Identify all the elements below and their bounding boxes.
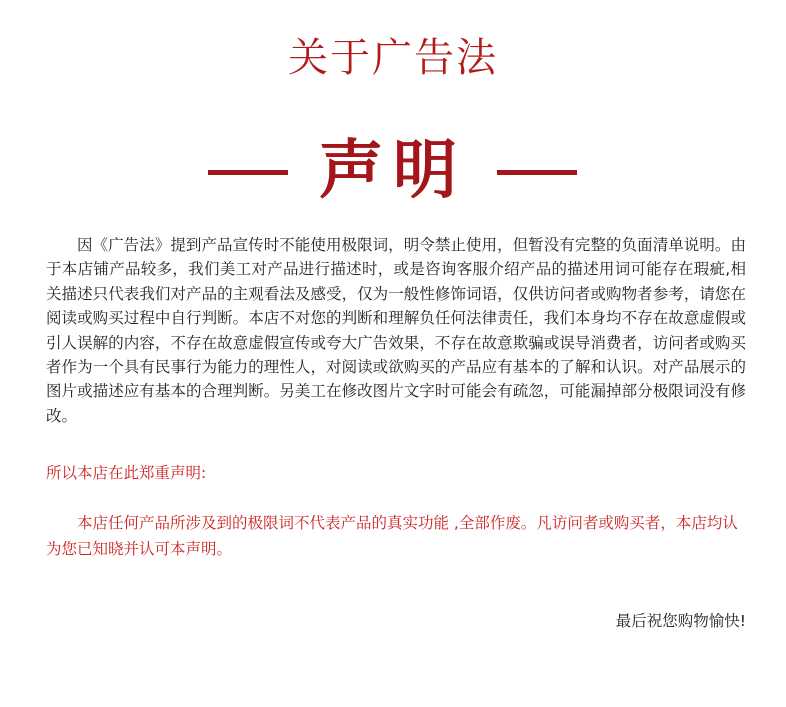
solemn-declaration-heading: 所以本店在此郑重声明: [46, 464, 207, 482]
heading-banner [0, 126, 786, 216]
body-paragraph: 因《广告法》提到产品宣传时不能使用极限词，明令禁止使用，但暂没有完整的负面清单说明。由于本店铺产品较多，我们美工对产品进行描述时，或是咨询客服介绍产品的描述用词可能存在瑕疵,相关描述只代表我们对产品的主观看法及感受，仅为一般性修饰词语，仅供访问者或购物者参考，请您在阅读或购买过程中自行判断。本店不对您的判断和理解负任何法律责任，我们本身均不存在故意虚假或引人误解的内容，不存在故意虚假宣传或夸大广告效果，不存在故意欺骗或误导消费者，访问者或购买者作为一个具有民事行为能力的理性人，对阅读或欲购买的产品应有基本的了解和认识。对产品展示的图片或描述应有基本的合理判断。另美工在修改图片文字时可能会有疏忽，可能漏掉部分极限词没有修改。 [46, 236, 746, 425]
declaration-heading: 声明 [319, 134, 467, 208]
solemn-declaration-paragraph: 本店任何产品所涉及到的极限词不代表产品的真实功能 ,全部作废。凡访问者或购买者，本店均认为您已知晓并认可本声明。 [46, 514, 738, 558]
document-title: 关于广告法 [288, 35, 498, 81]
heading-right-dash [497, 170, 577, 175]
closing-wish: 最后祝您购物愉快! [615, 612, 746, 630]
